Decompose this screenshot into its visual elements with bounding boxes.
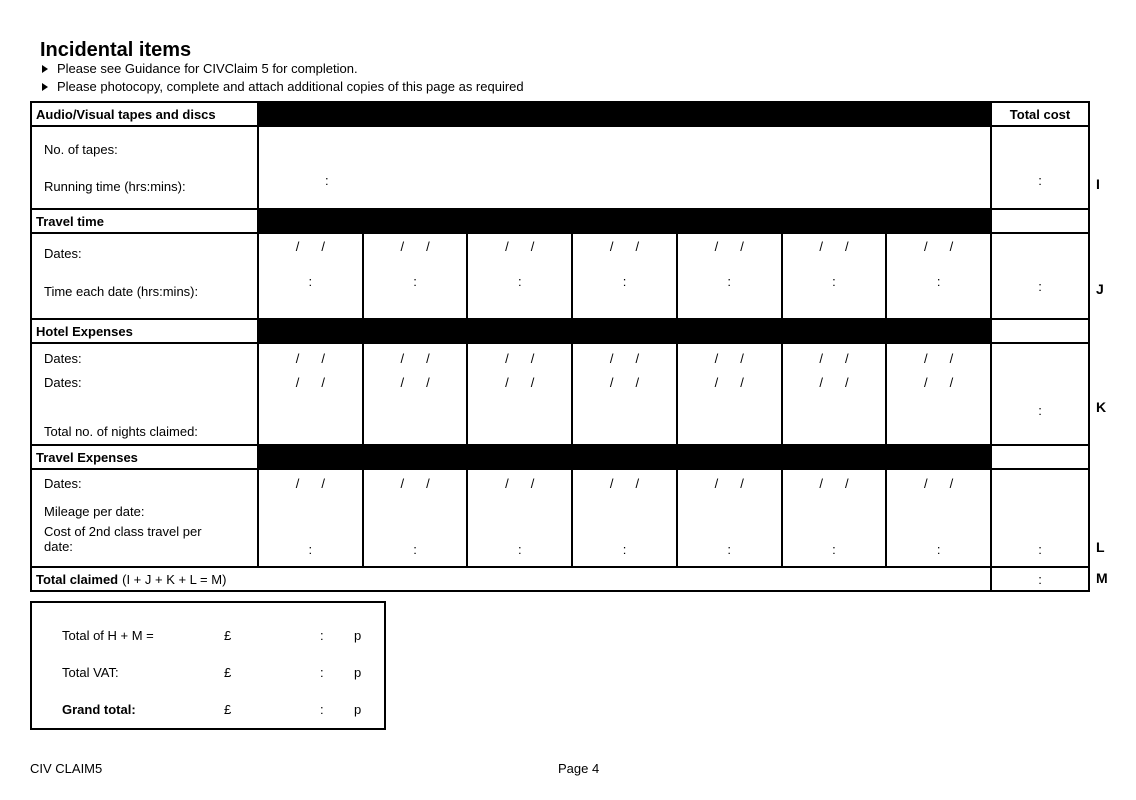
incidental-items-table: [30, 101, 1090, 592]
cost-colon-mark: :: [517, 542, 522, 557]
date-slash-marks: [364, 476, 467, 491]
travel-expenses-date-cell: [783, 470, 888, 566]
ref-letter-m: M: [1096, 570, 1108, 586]
section-header-travel-expenses: Travel Expenses: [32, 446, 259, 468]
pence-label: p: [354, 628, 362, 643]
date-slash-marks: [364, 239, 467, 254]
audio-visual-body-row: [32, 125, 1088, 208]
date-slash-marks: [573, 476, 676, 491]
slash-mark: /: [321, 351, 325, 366]
date-slash-marks: [783, 351, 886, 366]
field-label-dates: Dates:: [44, 375, 82, 390]
slash-mark: /: [949, 351, 954, 366]
field-label-no-of-tapes: No. of tapes:: [44, 142, 118, 157]
slash-mark: /: [949, 375, 954, 390]
pounds-pence-colon-mark: :: [1038, 572, 1042, 587]
travel-time-date-cell: [364, 234, 469, 318]
slash-mark: /: [844, 351, 849, 366]
total-claimed-formula: (I + J + K + L = M): [122, 571, 227, 587]
total-vat-row: [32, 665, 384, 681]
slash-mark: /: [819, 375, 823, 390]
field-label-cost-2nd-class: Cost of 2nd class travel per date:: [44, 524, 202, 554]
slash-mark: /: [924, 239, 928, 254]
slash-mark: /: [530, 239, 535, 254]
slash-mark: /: [295, 375, 300, 390]
date-slash-marks: [259, 239, 362, 254]
slash-mark: /: [740, 239, 744, 254]
note-text: Please see Guidance for CIVClaim 5 for completion.: [57, 61, 358, 76]
sum-label: Total VAT:: [62, 665, 119, 680]
date-slash-marks: [783, 476, 886, 491]
date-slash-marks: [573, 351, 676, 366]
date-slash-marks: [887, 239, 990, 254]
slash-mark: /: [635, 375, 640, 390]
field-label-total-nights: Total no. of nights claimed:: [44, 424, 198, 439]
hotel-date-cell: [468, 344, 573, 444]
travel-expenses-body-row: [32, 468, 1088, 566]
section-header-hotel-expenses: Hotel Expenses: [32, 320, 259, 342]
travel-expenses-date-cell: [259, 470, 364, 566]
date-slash-marks: [678, 375, 781, 390]
slash-mark: /: [819, 239, 823, 254]
slash-mark: /: [635, 351, 640, 366]
time-colon-mark: :: [517, 274, 522, 289]
pounds-pence-colon-mark: :: [1038, 403, 1042, 418]
sum-label: Grand total:: [62, 702, 136, 717]
travel-time-date-cell: [678, 234, 783, 318]
grand-total-row: [32, 702, 384, 718]
date-slash-marks: [468, 239, 571, 254]
date-slash-marks: [887, 351, 990, 366]
black-fill-bar: [259, 210, 992, 232]
time-colon-mark: :: [832, 274, 836, 289]
audio-visual-entry-area: [259, 127, 992, 208]
slash-mark: /: [321, 476, 325, 491]
slash-mark: /: [844, 239, 849, 254]
guidance-note-1: [42, 61, 358, 76]
form-code: CIV CLAIM5: [30, 761, 103, 776]
slash-mark: /: [400, 476, 405, 491]
slash-mark: /: [609, 351, 614, 366]
travel-expenses-header-row: [32, 444, 1088, 468]
cost-colon-mark: :: [832, 542, 836, 557]
total-cost-cell-j: [992, 234, 1088, 318]
slash-mark: /: [400, 239, 405, 254]
total-claimed-label: [32, 568, 992, 590]
total-cost-column-header: Total cost: [1009, 106, 1071, 122]
field-label-time-each-date: Time each date (hrs:mins):: [44, 284, 199, 299]
total-cost-spacer: [992, 446, 1088, 468]
hotel-expenses-body-row: [32, 342, 1088, 444]
pound-sign: £: [224, 665, 232, 680]
travel-time-date-cell: [468, 234, 573, 318]
time-colon-mark: :: [622, 274, 627, 289]
slash-mark: /: [740, 476, 744, 491]
section-header-travel-time: Travel time: [32, 210, 259, 232]
totals-box: [30, 601, 386, 730]
field-label-dates: Dates:: [44, 476, 82, 491]
pounds-pence-colon-mark: :: [320, 628, 324, 643]
date-slash-marks: [678, 351, 781, 366]
slash-mark: /: [609, 476, 614, 491]
date-slash-marks: [364, 351, 467, 366]
travel-time-date-cell: [783, 234, 888, 318]
slash-mark: /: [714, 476, 719, 491]
date-slash-marks: [678, 239, 781, 254]
travel-expenses-date-cell: [678, 470, 783, 566]
field-label-dates: Dates:: [44, 246, 82, 261]
slash-mark: /: [740, 375, 744, 390]
slash-mark: /: [400, 375, 405, 390]
pence-label: p: [354, 702, 362, 717]
slash-mark: /: [949, 239, 954, 254]
hotel-date-cell: [573, 344, 678, 444]
date-slash-marks: [783, 239, 886, 254]
ref-letter-j: J: [1096, 281, 1104, 297]
bullet-triangle-icon: [42, 83, 48, 91]
date-slash-marks: [468, 476, 571, 491]
slash-mark: /: [530, 351, 535, 366]
slash-mark: /: [530, 476, 535, 491]
travel-expenses-date-cell: [573, 470, 678, 566]
pounds-pence-colon-mark: :: [1038, 279, 1042, 294]
slash-mark: /: [714, 239, 719, 254]
field-label-dates: Dates:: [44, 351, 82, 366]
slash-mark: /: [844, 375, 849, 390]
ref-letter-i: I: [1096, 176, 1100, 192]
travel-expenses-date-cell: [887, 470, 990, 566]
travel-time-date-grid: [259, 234, 992, 318]
section-header-audio-visual: Audio/Visual tapes and discs: [32, 103, 259, 125]
black-fill-bar: [259, 103, 992, 125]
slash-mark: /: [635, 239, 640, 254]
slash-mark: /: [635, 476, 640, 491]
slash-mark: /: [505, 476, 509, 491]
slash-mark: /: [505, 239, 509, 254]
guidance-note-2: [42, 79, 524, 94]
total-h-plus-m-row: [32, 628, 384, 644]
slash-mark: /: [844, 476, 849, 491]
pounds-pence-colon-mark: :: [1038, 173, 1042, 188]
hotel-expenses-date-grid: [259, 344, 992, 444]
slash-mark: /: [949, 476, 954, 491]
total-cost-cell-k: [992, 344, 1088, 444]
date-slash-marks: [678, 476, 781, 491]
slash-mark: /: [295, 239, 300, 254]
total-claimed-text: Total claimed: [36, 571, 119, 587]
slash-mark: /: [609, 239, 614, 254]
pounds-pence-colon-mark: :: [1038, 542, 1042, 557]
hotel-date-cell: [678, 344, 783, 444]
pounds-pence-colon-mark: :: [320, 665, 324, 680]
slash-mark: /: [426, 239, 430, 254]
slash-mark: /: [321, 375, 325, 390]
ref-letter-k: K: [1096, 399, 1107, 415]
total-cost-spacer: [992, 320, 1088, 342]
slash-mark: /: [819, 476, 823, 491]
total-cost-spacer: [992, 210, 1088, 232]
date-slash-marks: [573, 375, 676, 390]
pence-label: p: [354, 665, 362, 680]
slash-mark: /: [924, 351, 928, 366]
time-colon-mark: :: [936, 274, 941, 289]
hotel-date-cell: [259, 344, 364, 444]
hotel-date-cell: [887, 344, 990, 444]
slash-mark: /: [740, 351, 744, 366]
date-slash-marks: [364, 375, 467, 390]
date-slash-marks: [573, 239, 676, 254]
black-fill-bar: [259, 446, 992, 468]
slash-mark: /: [924, 375, 928, 390]
hotel-expenses-labels: [32, 344, 259, 444]
travel-time-date-cell: [259, 234, 364, 318]
slash-mark: /: [714, 375, 719, 390]
field-label-mileage: Mileage per date:: [44, 504, 145, 519]
date-slash-marks: [259, 351, 362, 366]
date-slash-marks: [259, 476, 362, 491]
cost-colon-mark: :: [936, 542, 941, 557]
pounds-pence-colon-mark: :: [320, 702, 324, 717]
travel-time-date-cell: [573, 234, 678, 318]
audio-visual-labels: [32, 127, 259, 208]
slash-mark: /: [295, 476, 300, 491]
date-slash-marks: [468, 351, 571, 366]
slash-mark: /: [400, 351, 405, 366]
travel-expenses-date-cell: [364, 470, 469, 566]
slash-mark: /: [426, 351, 430, 366]
total-cost-cell-i: [992, 127, 1088, 208]
date-slash-marks: [783, 375, 886, 390]
travel-time-body-row: [32, 232, 1088, 318]
travel-time-header-row: [32, 208, 1088, 232]
date-slash-marks: [468, 375, 571, 390]
date-slash-marks: [887, 375, 990, 390]
date-slash-marks: [887, 476, 990, 491]
total-claimed-row: [32, 566, 1088, 590]
ref-letter-l: L: [1096, 539, 1105, 555]
slash-mark: /: [505, 375, 509, 390]
slash-mark: /: [530, 375, 535, 390]
bullet-triangle-icon: [42, 65, 48, 73]
date-slash-marks: [259, 375, 362, 390]
total-cost-cell-l: [992, 470, 1088, 566]
hotel-date-cell: [783, 344, 888, 444]
cost-colon-mark: :: [413, 542, 417, 557]
slash-mark: /: [321, 239, 325, 254]
pound-sign: £: [224, 628, 232, 643]
page-title: Incidental items: [40, 39, 192, 62]
cost-colon-mark: :: [727, 542, 732, 557]
travel-time-date-cell: [887, 234, 990, 318]
black-fill-bar: [259, 320, 992, 342]
pound-sign: £: [224, 702, 232, 717]
cost-colon-mark: :: [622, 542, 627, 557]
field-label-running-time: Running time (hrs:mins):: [44, 179, 186, 194]
note-text: Please photocopy, complete and attach additional copies of this page as required: [57, 79, 524, 94]
cost-colon-mark: :: [308, 542, 313, 557]
hotel-date-cell: [364, 344, 469, 444]
slash-mark: /: [714, 351, 719, 366]
time-colon-mark: :: [308, 274, 313, 289]
hotel-expenses-header-row: [32, 318, 1088, 342]
travel-expenses-date-grid: [259, 470, 992, 566]
slash-mark: /: [426, 476, 430, 491]
time-colon-mark: :: [727, 274, 732, 289]
slash-mark: /: [426, 375, 430, 390]
audio-visual-header-row: [32, 103, 1088, 125]
slash-mark: /: [505, 351, 509, 366]
travel-expenses-date-cell: [468, 470, 573, 566]
slash-mark: /: [924, 476, 928, 491]
travel-expenses-labels: [32, 470, 259, 566]
page-number: Page 4: [558, 761, 600, 776]
slash-mark: /: [295, 351, 300, 366]
running-time-colon-mark: :: [325, 173, 329, 188]
total-cost-cell-m: [992, 568, 1088, 590]
slash-mark: /: [609, 375, 614, 390]
time-colon-mark: :: [413, 274, 417, 289]
slash-mark: /: [819, 351, 823, 366]
sum-label: Total of H + M =: [62, 628, 154, 643]
travel-time-labels: [32, 234, 259, 318]
